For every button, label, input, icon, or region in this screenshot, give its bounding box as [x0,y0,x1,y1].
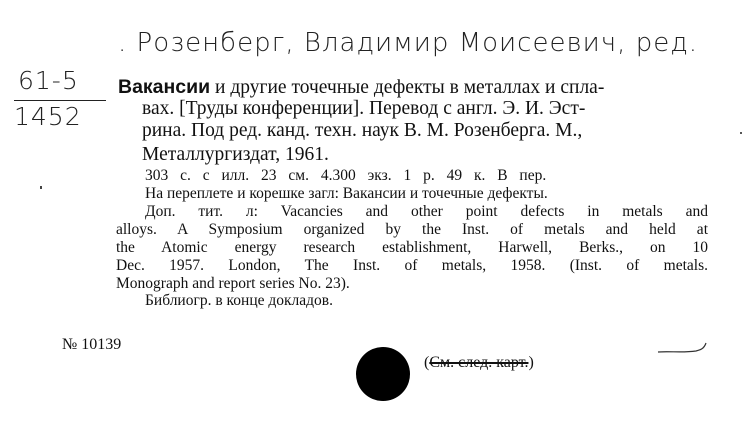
entry-title-line-3: рина. Под ред. канд. техн. наук В. М. Розенберга. М., [142,120,583,141]
card-punch-hole [356,347,410,401]
catalog-number: № 10139 [62,336,122,353]
entry-publisher-line: Металлургиздат, 1961. [142,144,329,165]
handwritten-author-heading: . Розенберг, Владимир Моисеевич, ред. [118,28,699,58]
shelf-mark-divider [14,100,106,101]
shelf-mark-top: 61-5 [18,66,79,95]
bibliography-note: Библиогр. в конце докладов. [145,292,333,309]
see-next-struck-text: См. след. карт. [429,354,529,371]
entry-title-line-2: вах. [Труды конференции]. Перевод с англ. Э. И. Эст- [142,98,586,119]
scan-speck [740,132,742,134]
cover-title-note: На переплете и корешке загл: Вакансии и точечные дефекты. [145,185,548,202]
entry-title-rest: и другие точечные дефекты в металлах и спла- [210,77,605,98]
see-next-card-note [424,354,534,372]
scan-speck [40,186,42,189]
parallel-title-line-2: alloys. A Symposium organized by the Inst. of metals and held at [116,221,708,238]
parallel-title-line-1: Доп. тит. л: Vacancies and other point defects in metals and [145,203,708,220]
see-next-paren-open: ( [424,354,430,371]
entry-title-bold: Вакансии [118,76,211,98]
see-next-paren-close: ) [528,354,534,371]
parallel-title-line-5: Monograph and report series No. 23). [116,275,350,292]
pencil-dash-mark [656,341,708,359]
entry-title-line-1 [118,76,604,99]
parallel-title-line-4: Dec. 1957. London, The Inst. of metals, 1958. (Inst. of metals. [116,257,708,274]
shelf-mark-bottom: 1452 [14,102,82,131]
physical-description: 303 с. с илл. 23 см. 4.300 экз. 1 р. 49 к. В пер. [145,167,547,184]
parallel-title-line-3: the Atomic energy research establishment, Harwell, Berks., on 10 [116,239,708,256]
